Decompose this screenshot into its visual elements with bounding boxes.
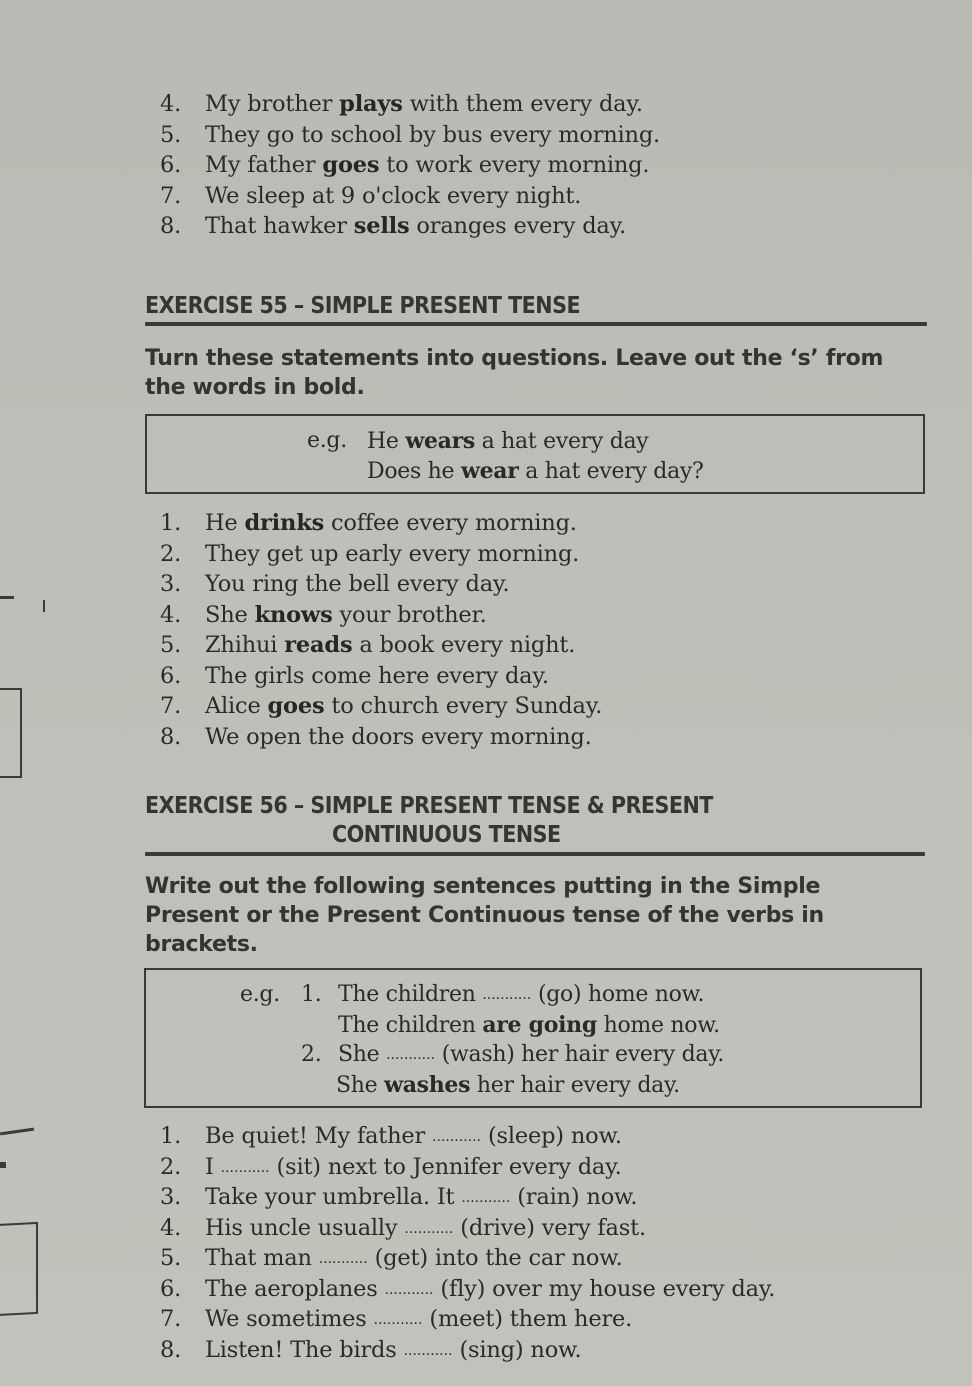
exercise-55-list: [160, 508, 602, 752]
list-item: 7. We sometimes ........... (meet) them here.: [160, 1306, 633, 1332]
exercise-56-title-line1: EXERCISE 56 – SIMPLE PRESENT TENSE & PRESENT: [145, 793, 713, 819]
section-rule: [145, 322, 927, 326]
list-item: 5. They go to school by bus every morning.: [160, 121, 660, 148]
example-1-answer: The children are going home now.: [338, 1012, 720, 1038]
list-item: 6. The aeroplanes ........... (fly) over my house every day.: [160, 1275, 776, 1302]
exercise-56-list: [160, 1121, 775, 1365]
list-item: 7. We sleep at 9 o'clock every night.: [160, 182, 582, 209]
list-item: 7. Alice goes to church every Sunday.: [160, 693, 603, 719]
list-item: 1. Be quiet! My father ........... (sleep) now.: [160, 1123, 622, 1149]
exercise-56-title-line2: CONTINUOUS TENSE: [332, 822, 561, 848]
list-item: 4. She knows your brother.: [160, 601, 487, 628]
list-item: 4. My brother plays with them every day.: [160, 91, 643, 117]
list-item: 6. My father goes to work every morning.: [160, 152, 650, 178]
example-label: e.g.: [307, 428, 347, 453]
example-statement: He wears a hat every day: [367, 428, 649, 454]
edge-box: [0, 688, 22, 778]
example-question: Does he wear a hat every day?: [367, 458, 704, 484]
example-1-question: The children ........... (go) home now.: [338, 982, 705, 1007]
section-rule: [145, 852, 925, 856]
edge-mark: [0, 1128, 34, 1136]
exercise-55-example-box: [145, 414, 925, 494]
exercise-55-instruction: Turn these statements into questions. Leave out the ‘s’ from the words in bold.: [145, 346, 884, 400]
example-2-question: She ........... (wash) her hair every day.: [338, 1042, 725, 1067]
edge-mark: [0, 1162, 6, 1168]
previous-exercise-list: [160, 89, 660, 242]
list-item: 3. Take your umbrella. It ........... (rain) now.: [160, 1184, 638, 1210]
list-item: 8. We open the doors every morning.: [160, 723, 592, 750]
list-item: 5. That man ........... (get) into the car now.: [160, 1245, 623, 1271]
list-item: 3. You ring the bell every day.: [160, 571, 510, 597]
edge-mark: [43, 600, 45, 612]
list-item: 2. I ........... (sit) next to Jennifer every day.: [160, 1153, 622, 1180]
list-item: 4. His uncle usually ........... (drive) very fast.: [160, 1214, 646, 1241]
example-label: e.g.: [240, 982, 280, 1007]
list-item: 2. They get up early every morning.: [160, 540, 580, 567]
exercise-56-example-box: [144, 968, 922, 1108]
example-2-answer: She washes her hair every day.: [336, 1072, 680, 1098]
list-item: 1. He drinks coffee every morning.: [160, 510, 577, 536]
edge-mark: [0, 596, 14, 599]
list-item: 5. Zhihui reads a book every night.: [160, 632, 576, 658]
exercise-55-title: EXERCISE 55 – SIMPLE PRESENT TENSE: [145, 293, 581, 319]
list-item: 6. The girls come here every day.: [160, 662, 549, 689]
list-item: 8. That hawker sells oranges every day.: [160, 213, 627, 239]
edge-box: [0, 1222, 38, 1316]
example-number: 1.: [301, 982, 322, 1007]
list-item: 8. Listen! The birds ........... (sing) now.: [160, 1336, 582, 1363]
exercise-56-instruction: Write out the following sentences putting in the Simple Present or the Present Continuous tense of the verbs in brackets.: [145, 874, 824, 957]
example-number: 2.: [301, 1042, 322, 1067]
